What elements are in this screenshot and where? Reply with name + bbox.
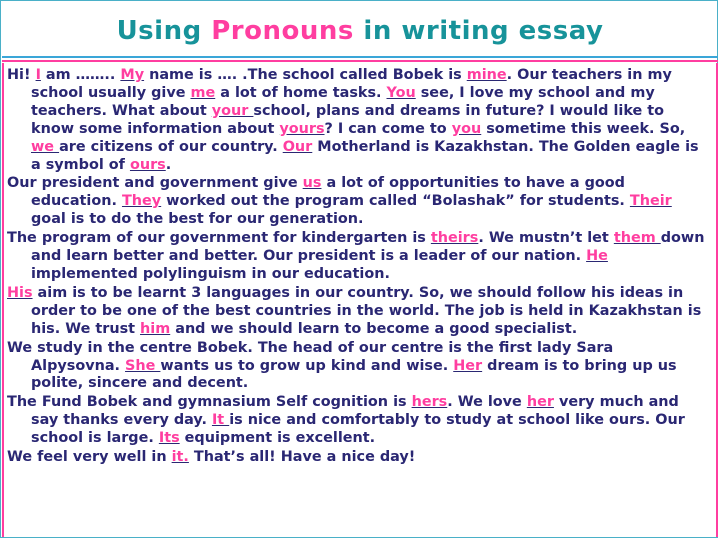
paragraph-text: dream is to bring up us polite, sincere and decent.	[31, 357, 677, 392]
pronoun-highlight: His	[7, 284, 33, 301]
pronoun-highlight: we	[31, 138, 60, 155]
essay-paragraph	[7, 67, 707, 174]
pronoun-highlight: Their	[629, 193, 672, 210]
paragraph-text: We study in the centre Bobek. The head of our centre is the first lady Sara Alpysovna.	[7, 339, 614, 374]
pronoun-highlight: mine	[466, 67, 507, 83]
pronoun-highlight: He	[586, 248, 608, 265]
pronoun-highlight: Our	[282, 138, 313, 155]
title-highlight: Pronouns	[211, 16, 354, 46]
pronoun-highlight: us	[302, 175, 322, 192]
title-rule-pink	[2, 60, 718, 62]
pronoun-highlight: hers	[411, 394, 448, 411]
pronoun-highlight: She	[125, 357, 161, 374]
pronoun-highlight: It	[211, 412, 230, 429]
paragraph-text: sometime this week. So,	[481, 120, 686, 137]
pronoun-highlight: them	[613, 230, 661, 247]
essay-paragraph	[7, 285, 707, 339]
pronoun-highlight: You	[386, 84, 416, 101]
paragraph-text: . We love	[447, 394, 527, 411]
paragraph-text: school, plans and dreams in future? I would like to know some information about	[31, 102, 665, 137]
paragraph-text: Hi!	[7, 67, 36, 83]
pronoun-highlight: Her	[453, 357, 483, 374]
essay-paragraph	[7, 230, 707, 284]
title-rule-blue	[2, 56, 718, 58]
paragraph-text: aim is to be learnt 3 languages in our country. So, we should follow his ideas in order to be one of the best countries in the world. The job is held in Kazakhstan is his. We trust	[31, 284, 702, 337]
pronoun-highlight: me	[190, 84, 216, 101]
paragraph-text: equipment is excellent.	[179, 430, 376, 447]
paragraph-text: goal is to do the best for our generation.	[31, 211, 364, 228]
paragraph-text: Our president and government give	[7, 175, 303, 192]
pronoun-highlight: it.	[171, 449, 189, 466]
pronoun-highlight: her	[526, 394, 554, 411]
pronoun-highlight: I	[35, 67, 41, 83]
pronoun-highlight: My	[120, 67, 145, 83]
paragraph-text: name is …. .The school called Bobek is	[144, 67, 467, 83]
paragraph-text: . Our teachers in my school usually give	[31, 67, 672, 101]
paragraph-text: worked out the program called “Bolashak” for students.	[161, 193, 630, 210]
paragraph-text: implemented polylinguism in our education.	[31, 265, 390, 282]
essay-paragraph	[7, 340, 707, 394]
pronoun-highlight: yours	[279, 120, 325, 137]
left-border-line	[2, 63, 4, 537]
paragraph-text: .	[165, 156, 172, 173]
slide-title	[0, 16, 720, 46]
paragraph-text: We feel very well in	[7, 449, 172, 466]
pronoun-highlight: your	[211, 102, 254, 119]
paragraph-text: am ……..	[40, 67, 121, 83]
paragraph-text: The Fund Bobek and gymnasium Self cognition is	[7, 394, 412, 411]
title-pre: Using	[116, 16, 212, 46]
essay-paragraph	[7, 394, 707, 448]
paragraph-text: . We mustn’t let	[478, 230, 614, 247]
paragraph-text: Motherland is Kazakhstan. The Golden eagle is a symbol of	[31, 138, 699, 173]
pronoun-highlight: him	[140, 320, 171, 337]
paragraph-text: is nice and comfortably to study at school like ours. Our school is large.	[31, 412, 685, 447]
pronoun-highlight: Its	[158, 430, 180, 447]
paragraph-text: wants us to grow up kind and wise.	[160, 357, 454, 374]
paragraph-text: a lot of home tasks.	[215, 84, 387, 101]
pronoun-highlight: theirs	[430, 230, 479, 247]
paragraph-text: down and learn better and better. Our president is a leader of our nation.	[31, 230, 705, 265]
paragraph-text: see, I love my school and my teachers. What about	[31, 84, 655, 119]
paragraph-text: ? I can come to	[324, 120, 452, 137]
paragraph-text: and we should learn to become a good specialist.	[170, 320, 578, 337]
right-border-line	[716, 63, 718, 537]
essay-paragraph	[7, 449, 707, 467]
essay-body	[7, 67, 707, 468]
essay-paragraph	[7, 175, 707, 229]
paragraph-text: are citizens of our country.	[59, 138, 283, 155]
pronoun-highlight: They	[121, 193, 162, 210]
pronoun-highlight: you	[451, 120, 482, 137]
paragraph-text: very much and say thanks every day.	[31, 394, 679, 429]
paragraph-text: That’s all! Have a nice day!	[188, 449, 416, 466]
title-post: in writing essay	[353, 16, 604, 46]
paragraph-text: a lot of opportunities to have a good education.	[31, 175, 625, 210]
pronoun-highlight: ours	[129, 156, 166, 173]
paragraph-text: The program of our government for kindergarten is	[7, 230, 431, 247]
